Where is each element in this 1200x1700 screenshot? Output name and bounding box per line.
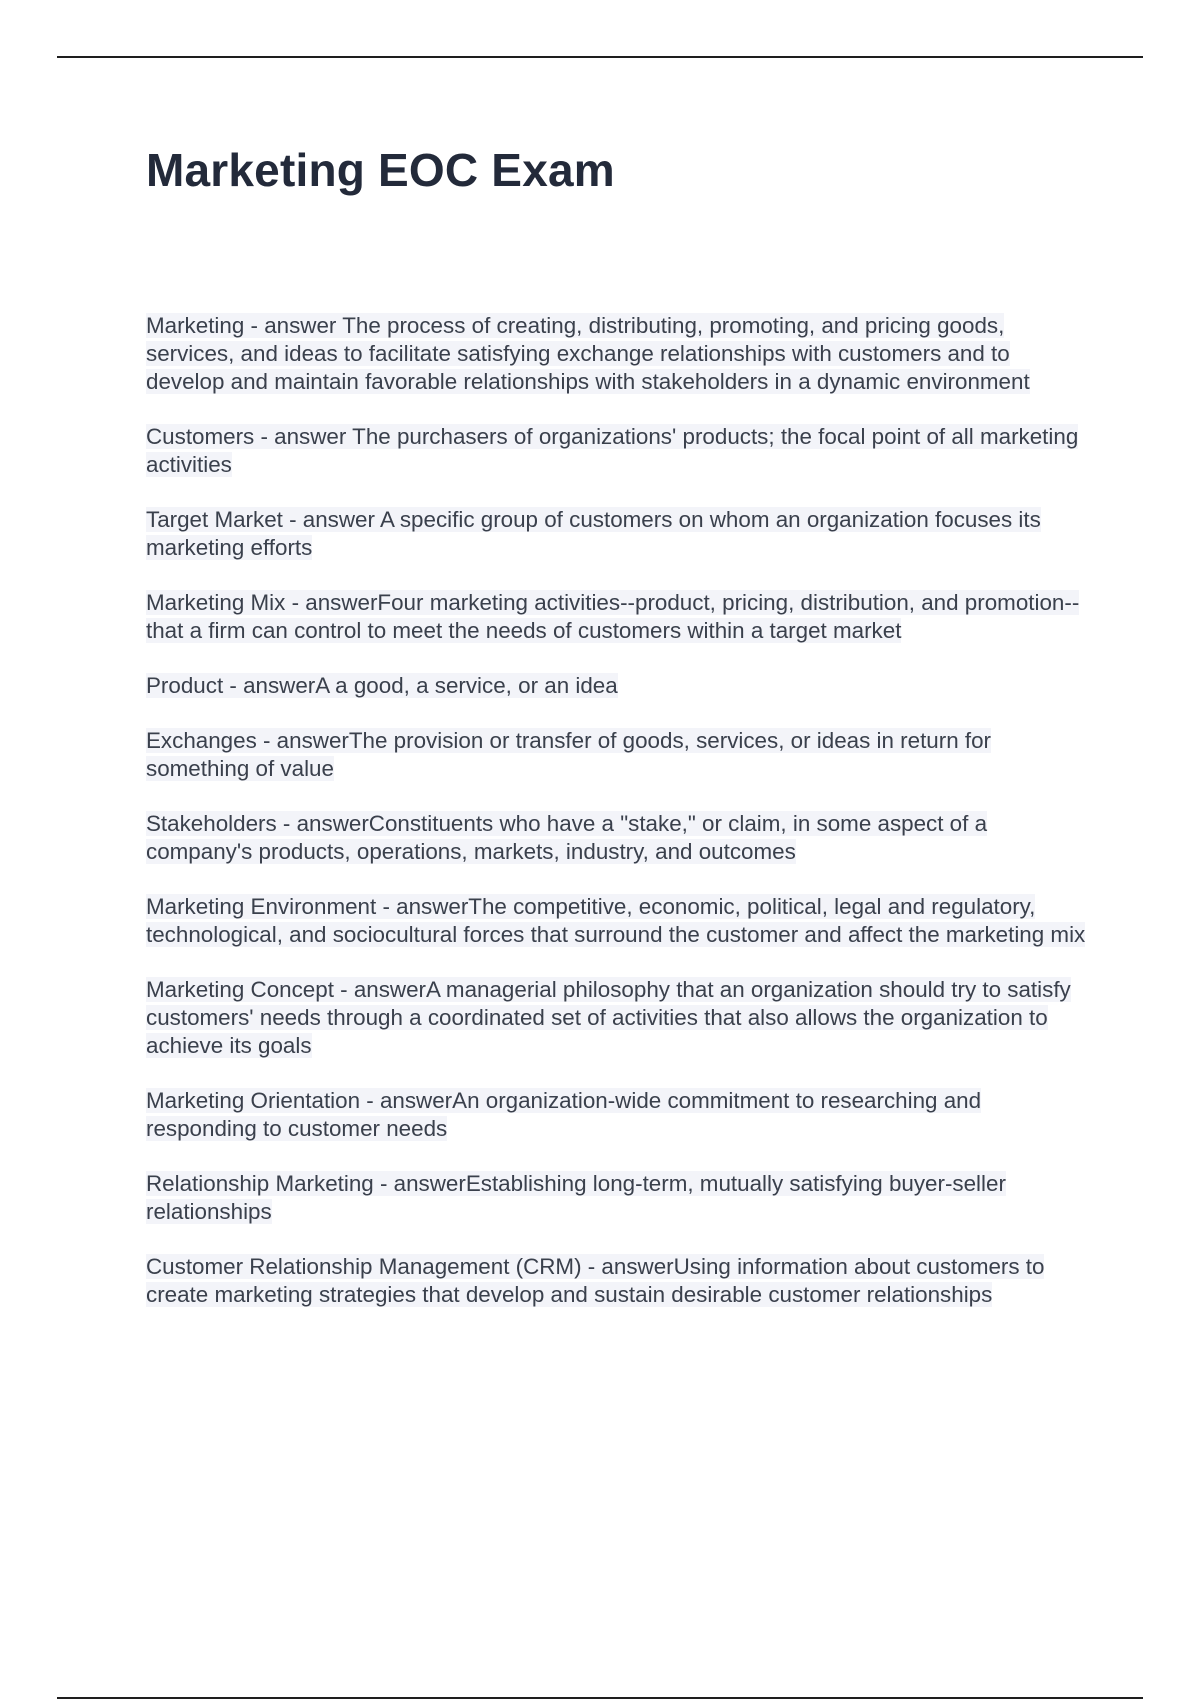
flashcard-text: Customer Relationship Management (CRM) - answerUsing information about customers to create marketing strategies that develop and sustain desirable customer relationships xyxy=(146,1254,1045,1307)
flashcard-text: Marketing Orientation - answerAn organization-wide commitment to researching and responding to customer needs xyxy=(146,1088,982,1141)
flashcard-text: Exchanges - answerThe provision or transfer of goods, services, or ideas in return for something of value xyxy=(146,728,992,781)
flashcard-text: Marketing Mix - answerFour marketing activities--product, pricing, distribution, and promotion--that a firm can control to meet the needs of customers within a target market xyxy=(146,590,1080,643)
flashcard-entry xyxy=(146,893,1086,949)
flashcard-text: Marketing - answer The process of creating, distributing, promoting, and pricing goods, services, and ideas to facilitate satisfying exchange relationships with customers and to develop and maintain favorable relationships with stakeholders in a dynamic environment xyxy=(146,313,1030,394)
flashcard-text: Marketing Concept - answerA managerial philosophy that an organization should try to satisfy customers' needs through a coordinated set of activities that also allows the organization to achieve its goals xyxy=(146,977,1071,1058)
flashcard-entry xyxy=(146,976,1086,1060)
flashcard-entry xyxy=(146,1170,1086,1226)
flashcard-entry xyxy=(146,672,1086,700)
flashcard-entry xyxy=(146,1087,1086,1143)
flashcard-text: Target Market - answer A specific group of customers on whom an organization focuses its marketing efforts xyxy=(146,507,1041,560)
flashcard-text: Customers - answer The purchasers of organizations' products; the focal point of all marketing activities xyxy=(146,424,1079,477)
flashcard-text: Marketing Environment - answerThe competitive, economic, political, legal and regulatory, technological, and sociocultural forces that surround the customer and affect the marketing mix xyxy=(146,894,1086,947)
bottom-divider xyxy=(57,1697,1143,1699)
flashcard-entry xyxy=(146,1253,1086,1309)
flashcard-text: Product - answerA a good, a service, or an idea xyxy=(146,673,618,698)
flashcard-entry xyxy=(146,312,1086,396)
top-divider xyxy=(57,56,1143,58)
flashcard-entry xyxy=(146,506,1086,562)
flashcard-text: Stakeholders - answerConstituents who have a "stake," or claim, in some aspect of a company's products, operations, markets, industry, and outcomes xyxy=(146,811,988,864)
document-title: Marketing EOC Exam xyxy=(146,144,615,196)
flashcard-entry xyxy=(146,423,1086,479)
flashcard-entry xyxy=(146,589,1086,645)
flashcard-text: Relationship Marketing - answerEstablishing long-term, mutually satisfying buyer-seller relationships xyxy=(146,1171,1006,1224)
flashcard-list xyxy=(146,312,1086,1336)
flashcard-entry xyxy=(146,727,1086,783)
flashcard-entry xyxy=(146,810,1086,866)
